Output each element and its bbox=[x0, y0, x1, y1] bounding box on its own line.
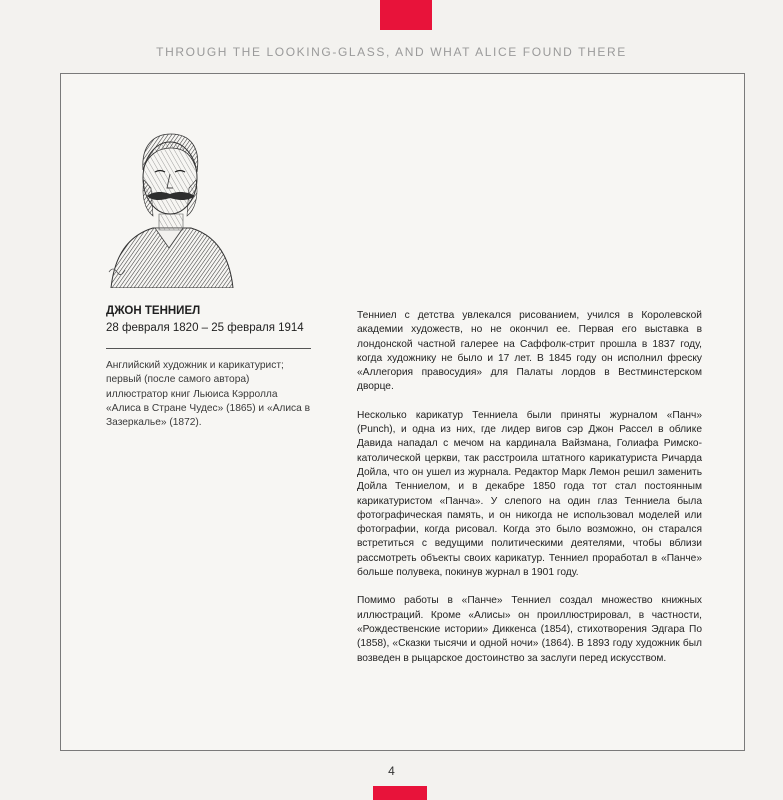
author-bio: Английский художник и карикатурист; первый (после самого автора) иллюстратор книг Льюиса Кэрролла «Алиса в Стране Чудес» (1865) и «Алиса в Зазеркалье» (1872). bbox=[106, 360, 311, 429]
divider bbox=[106, 348, 311, 349]
paragraph: Несколько карикатур Тенниела были приняты журналом «Панч» (Punch), и одна из них, где лидер вигов сэр Джон Рассел в облике Давида нападал с мечом на кардинала Вайзмана, Голиафа Римско-католической церкви, так расстроила штатного карикатуриста Ричарда Дойла, что он ушел из журнала. Редактор Марк Лемон решил заменить Дойла Тенниелом, и в декабре 1850 года тот стал постоянным карикатуристом «Панча». У слепого на один глаз Тенниела была фотографическая память, и он никогда не использовал моделей или фотографии, когда рисовал. Когда это было возможно, он старался встретиться с ведущими политическими деятелями, чтобы вблизи рассмотреть объекты своих карикатур. Тенниел проработал в «Панче» больше полувека, покинув журнал в 1901 году. bbox=[357, 409, 702, 579]
bottom-red-tab bbox=[373, 786, 427, 800]
paragraph: Тенниел с детства увлекался рисованием, учился в Королевской академии художеств, но не окончил ее. Первая его выставка в лондонской частной галерее на Саффолк-стрит прошла в 1837 году, когда художнику не было и 17 лет. В 1845 году он исполнил фреску «Аллегория правосудия» для Палаты лордов в Вестминстерском дворце. bbox=[357, 310, 702, 393]
top-red-tab bbox=[380, 0, 432, 30]
biography-text bbox=[357, 309, 702, 680]
page-number: 4 bbox=[388, 764, 395, 778]
author-life-dates: 28 февраля 1820 – 25 февраля 1914 bbox=[106, 322, 304, 334]
paragraph: Помимо работы в «Панче» Тенниел создал множество книжных иллюстраций. Кроме «Алисы» он проиллюстрировал, в частности, «Рождественские истории» Диккенса (1854), стихотворения Эдгара По (1858), «Сказки тысячи и одной ночи» (1864). В 1893 году художник был возведен в рыцарское достоинство за заслуги перед искусством. bbox=[357, 595, 702, 664]
author-info bbox=[106, 304, 311, 430]
running-header: THROUGH THE LOOKING-GLASS, AND WHAT ALICE FOUND THERE bbox=[156, 45, 627, 59]
portrait-engraving-icon bbox=[107, 122, 235, 288]
author-name: ДЖОН ТЕННИЕЛ bbox=[106, 305, 201, 317]
content-frame bbox=[60, 73, 745, 751]
